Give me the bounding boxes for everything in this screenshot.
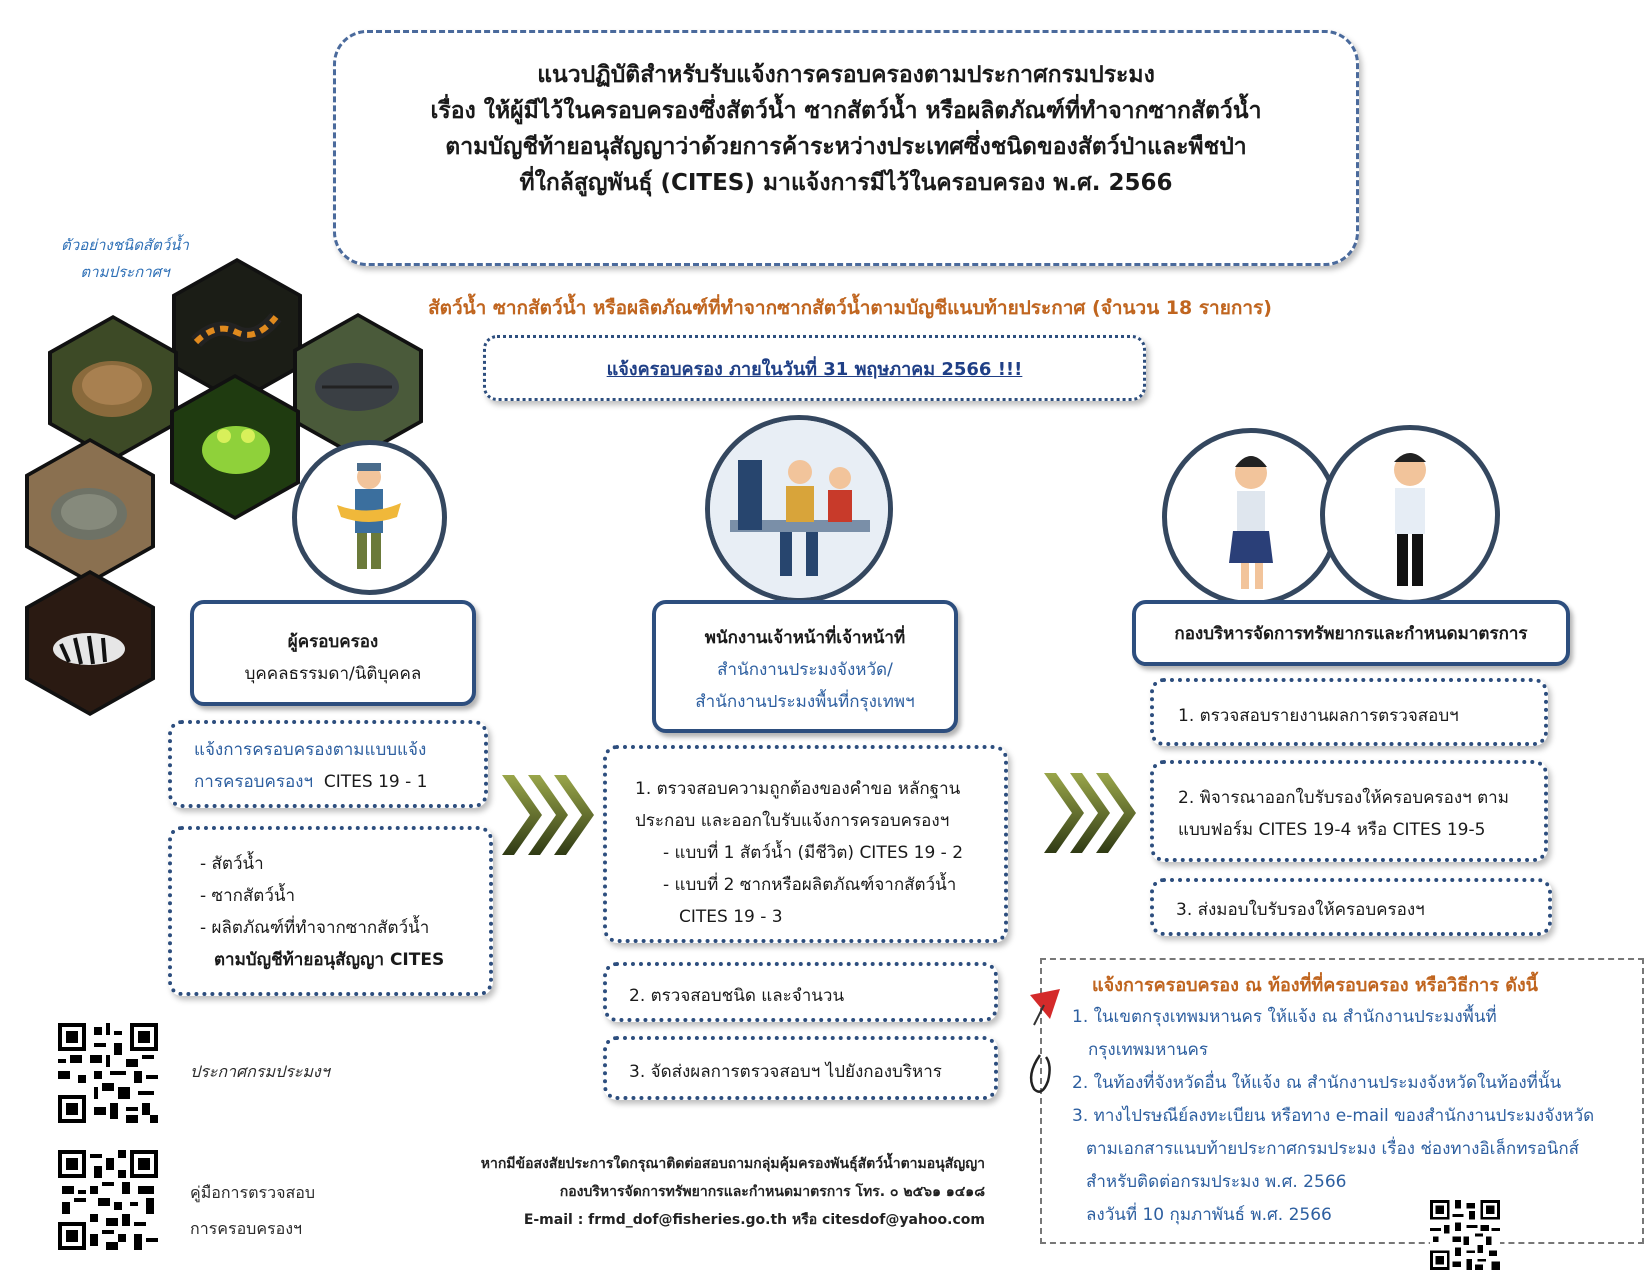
department-role-title: กองบริหารจัดการทรัพยากรและกำหนดมาตรการ <box>1174 624 1528 644</box>
contact-line-1: หากมีข้อสงสัยประการใดกรุณาติดต่อสอบถามกลุ่มคุ้มครองพันธุ์สัตว์น้ำตามอนุสัญญา <box>480 1156 985 1172</box>
officers-step-3-box <box>603 1036 998 1100</box>
officers-step-2-box <box>603 962 998 1022</box>
subtitle: สัตว์น้ำ ซากสัตว์น้ำ หรือผลิตภัณฑ์ที่ทำจากซากสัตว์น้ำตามบัญชีแนบท้ายประกาศ (จำนวน 18 รายการ) <box>428 297 1272 319</box>
notification-methods-title: แจ้งการครอบครอง ณ ท้องที่ที่ครอบครอง หรือวิธีการ ดังนี้ <box>1092 975 1538 996</box>
note-line-1: 1. ในเขตกรุงเทพมหานคร ให้แจ้ง ณ สำนักงานประมงพื้นที่ <box>1072 1007 1497 1027</box>
qr2-label-line-1: คู่มือการตรวจสอบ <box>190 1183 315 1202</box>
officers-step-1-line-5: CITES 19 - 3 <box>679 907 783 927</box>
header-line-4: ที่ใกล้สูญพันธุ์ (CITES) มาแจ้งการมีไว้ในครอบครอง พ.ศ. 2566 <box>519 170 1173 196</box>
note-line-2: กรุงเทพมหานคร <box>1088 1040 1209 1060</box>
chevron-arrows-icon <box>500 770 600 860</box>
department-step-3-box <box>1150 878 1552 936</box>
contact-info <box>481 1150 985 1234</box>
female-officer-illustration <box>1162 428 1340 606</box>
examples-label-line-2: ตามประกาศฯ <box>80 263 170 281</box>
officers-step-1-box <box>603 745 1008 943</box>
contact-line-3[interactable]: E-mail : frmd_dof@fisheries.go.th หรือ citesdof@yahoo.com <box>523 1212 985 1228</box>
note-line-6: สำหรับติดต่อกรมประมง พ.ศ. 2566 <box>1086 1172 1347 1192</box>
owner-items-box <box>168 826 493 996</box>
header-line-3: ตามบัญชีท้ายอนุสัญญาว่าด้วยการค้าระหว่างประเทศซึ่งชนิดของสัตว์ป่าและพืชป่า <box>445 134 1247 160</box>
examples-label-line-1: ตัวอย่างชนิดสัตว์น้ำ <box>61 236 189 254</box>
owner-illustration <box>292 440 447 595</box>
officers-step-1-line-2: ประกอบ และออกใบรับแจ้งการครอบครองฯ <box>635 811 950 831</box>
notification-methods-box <box>1040 958 1644 1244</box>
softshell-turtle-photo <box>48 315 178 461</box>
officers-step-3-text: 3. จัดส่งผลการตรวจสอบฯ ไปยังกองบริหาร <box>629 1062 942 1082</box>
owner-item-2: - ซากสัตว์น้ำ <box>200 886 296 906</box>
department-role-box <box>1132 600 1570 666</box>
header-line-1: แนวปฏิบัติสำหรับรับแจ้งการครอบครองตามประกาศกรมประมง <box>537 62 1155 88</box>
officers-role-subtitle-2: สำนักงานประมงพื้นที่กรุงเทพฯ <box>695 692 915 712</box>
officers-illustration <box>705 415 893 603</box>
owner-role-subtitle: บุคคลธรรมดา/นิติบุคคล <box>244 664 422 684</box>
department-step-2-line-1: 2. พิจารณาออกใบรับรองให้ครอบครองฯ ตาม <box>1178 788 1509 808</box>
officers-step-1-line-3: - แบบที่ 1 สัตว์น้ำ (มีชีวิต) CITES 19 - 2 <box>663 843 964 863</box>
qr-code-icon[interactable] <box>1430 1200 1500 1270</box>
deadline-text: แจ้งครอบครอง ภายในวันที่ 31 พฤษภาคม 2566 !!! <box>606 358 1023 380</box>
owner-step-1-box <box>168 720 488 808</box>
note-line-7: ลงวันที่ 10 กุมภาพันธ์ พ.ศ. 2566 <box>1086 1205 1332 1225</box>
officers-step-1-line-1: 1. ตรวจสอบความถูกต้องของคำขอ หลักฐาน <box>635 779 961 799</box>
officers-step-1-line-4: - แบบที่ 2 ซากหรือผลิตภัณฑ์จากสัตว์น้ำ <box>663 875 957 895</box>
owner-item-3: - ผลิตภัณฑ์ที่ทำจากซากสัตว์น้ำ <box>200 918 430 938</box>
header-title-box <box>333 30 1359 266</box>
note-line-5: ตามเอกสารแนบท้ายประกาศกรมประมง เรื่อง ช่องทางอิเล็กทรอนิกส์ <box>1086 1139 1580 1159</box>
note-line-4: 3. ทางไปรษณีย์ลงทะเบียน หรือทาง e-mail ของสำนักงานประมงจังหวัด <box>1072 1106 1595 1126</box>
examples-label <box>50 232 200 286</box>
owner-step-1-line-1: แจ้งการครอบครองตามแบบแจ้ง <box>194 740 427 760</box>
turtle-photo <box>25 438 155 584</box>
owner-item-1: - สัตว์น้ำ <box>200 854 264 874</box>
qr1-label: ประกาศกรมประมงฯ <box>190 1062 330 1081</box>
frog-photo <box>170 374 300 520</box>
department-step-1-text: 1. ตรวจสอบรายงานผลการตรวจสอบฯ <box>1178 706 1459 726</box>
snapping-turtle-photo <box>293 313 423 459</box>
officers-role-subtitle-1: สำนักงานประมงจังหวัด/ <box>717 660 893 680</box>
department-step-2-box <box>1150 760 1548 862</box>
qr-code-icon[interactable] <box>58 1023 158 1123</box>
owner-item-4: ตามบัญชีท้ายอนุสัญญา CITES <box>214 950 445 970</box>
officers-role-box <box>652 600 958 733</box>
department-step-1-box <box>1150 678 1548 746</box>
department-step-3-text: 3. ส่งมอบใบรับรองให้ครอบครองฯ <box>1176 900 1425 920</box>
officers-role-title: พนักงานเจ้าหน้าที่เจ้าหน้าที่ <box>704 628 906 648</box>
zebra-pleco-photo <box>25 570 155 716</box>
owner-step-1-code: CITES 19 - 1 <box>323 772 428 792</box>
contact-line-2: กองบริหารจัดการทรัพยากรและกำหนดมาตรการ โทร. ๐ ๒๕๖๑ ๑๔๑๘ <box>559 1184 985 1200</box>
header-line-2: เรื่อง ให้ผู้มีไว้ในครอบครองซึ่งสัตว์น้ำ ซากสัตว์น้ำ หรือผลิตภัณฑ์ที่ทำจากซากสัตว์น้ำ <box>430 98 1262 124</box>
owner-role-box <box>190 600 476 706</box>
qr-code-icon[interactable] <box>58 1150 158 1250</box>
qr2-label <box>190 1175 315 1247</box>
officers-step-2-text: 2. ตรวจสอบชนิด และจำนวน <box>629 986 845 1006</box>
qr2-label-line-2: การครอบครองฯ <box>190 1219 303 1238</box>
note-line-3: 2. ในท้องที่จังหวัดอื่น ให้แจ้ง ณ สำนักงานประมงจังหวัดในท้องที่นั้น <box>1072 1073 1562 1093</box>
chevron-arrows-icon <box>1042 768 1142 858</box>
owner-step-1-line-2: การครอบครองฯ <box>194 772 314 792</box>
department-step-2-line-2: แบบฟอร์ม CITES 19-4 หรือ CITES 19-5 <box>1178 820 1486 840</box>
pin-clip-icon <box>1020 985 1068 1095</box>
deadline-box <box>483 335 1146 401</box>
male-officer-illustration <box>1320 425 1500 605</box>
owner-role-title: ผู้ครอบครอง <box>287 632 379 652</box>
